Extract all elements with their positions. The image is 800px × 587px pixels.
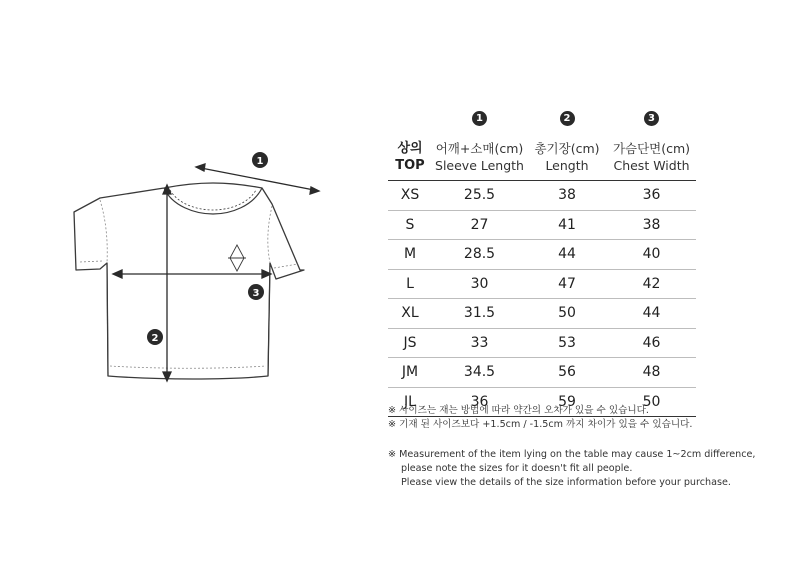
sleeve-cell: 25.5 (432, 181, 527, 211)
column-header-length: 총기장(cm) Length (527, 126, 607, 181)
chest-cell: 46 (607, 328, 696, 358)
length-cell: 53 (527, 328, 607, 358)
size-cell: XS (388, 181, 432, 211)
chest-cell: 50 (607, 387, 696, 417)
column-badge-2: 2 (560, 111, 575, 126)
note-line: ※ 기재 된 사이즈보다 +1.5cm / -1.5cm 까지 차이가 있을 수 있습니다. (388, 419, 693, 430)
size-table (388, 104, 696, 417)
size-cell: JL (388, 387, 432, 417)
size-cell: M (388, 240, 432, 270)
note-line: ※ Measurement of the item lying on the table may cause 1~2cm difference, (388, 449, 756, 460)
table-row (388, 358, 696, 388)
sleeve-cell: 33 (432, 328, 527, 358)
chest-cell: 44 (607, 299, 696, 329)
note-line: Please view the details of the size information before your purchase. (401, 477, 731, 488)
marker-3 (248, 284, 264, 300)
sleeve-cell: 34.5 (432, 358, 527, 388)
marker-1 (252, 152, 268, 168)
column-badge-1: 1 (472, 111, 487, 126)
length-cell: 38 (527, 181, 607, 211)
table-row (388, 328, 696, 358)
size-cell: JS (388, 328, 432, 358)
length-cell: 59 (527, 387, 607, 417)
length-cell: 50 (527, 299, 607, 329)
marker-2 (147, 329, 163, 345)
sleeve-cell: 30 (432, 269, 527, 299)
sleeve-cell: 36 (432, 387, 527, 417)
column-header-chest: 가슴단면(cm) Chest Width (607, 126, 696, 181)
size-cell: XL (388, 299, 432, 329)
size-cell: L (388, 269, 432, 299)
notes-korean (388, 404, 692, 432)
column-header-sleeve: 어깨+소매(cm) Sleeve Length (432, 126, 527, 181)
corner-header (388, 126, 432, 181)
table-row (388, 181, 696, 211)
header-row (388, 126, 696, 181)
chest-cell: 36 (607, 181, 696, 211)
length-cell: 44 (527, 240, 607, 270)
corner-label-en: TOP (395, 158, 425, 173)
note-line: please note the sizes for it doesn't fit all people. (401, 463, 633, 474)
corner-label-kr: 상의 (397, 141, 423, 156)
length-cell: 56 (527, 358, 607, 388)
column-badge-3: 3 (644, 111, 659, 126)
svg-text:1: 1 (256, 156, 264, 167)
table-row (388, 240, 696, 270)
notes-english (388, 448, 755, 490)
svg-text:3: 3 (252, 288, 260, 299)
tshirt-diagram (60, 140, 350, 400)
sleeve-cell: 31.5 (432, 299, 527, 329)
chest-cell: 42 (607, 269, 696, 299)
size-cell: JM (388, 358, 432, 388)
table-row (388, 210, 696, 240)
length-cell: 47 (527, 269, 607, 299)
length-cell: 41 (527, 210, 607, 240)
table-row (388, 299, 696, 329)
chest-cell: 48 (607, 358, 696, 388)
svg-text:2: 2 (151, 333, 159, 344)
sleeve-cell: 27 (432, 210, 527, 240)
chest-cell: 38 (607, 210, 696, 240)
note-line: ※ 사이즈는 재는 방법에 따라 약간의 오차가 있을 수 있습니다. (388, 405, 649, 416)
size-cell: S (388, 210, 432, 240)
badge-row (388, 104, 696, 126)
chest-cell: 40 (607, 240, 696, 270)
table-row (388, 269, 696, 299)
sleeve-cell: 28.5 (432, 240, 527, 270)
